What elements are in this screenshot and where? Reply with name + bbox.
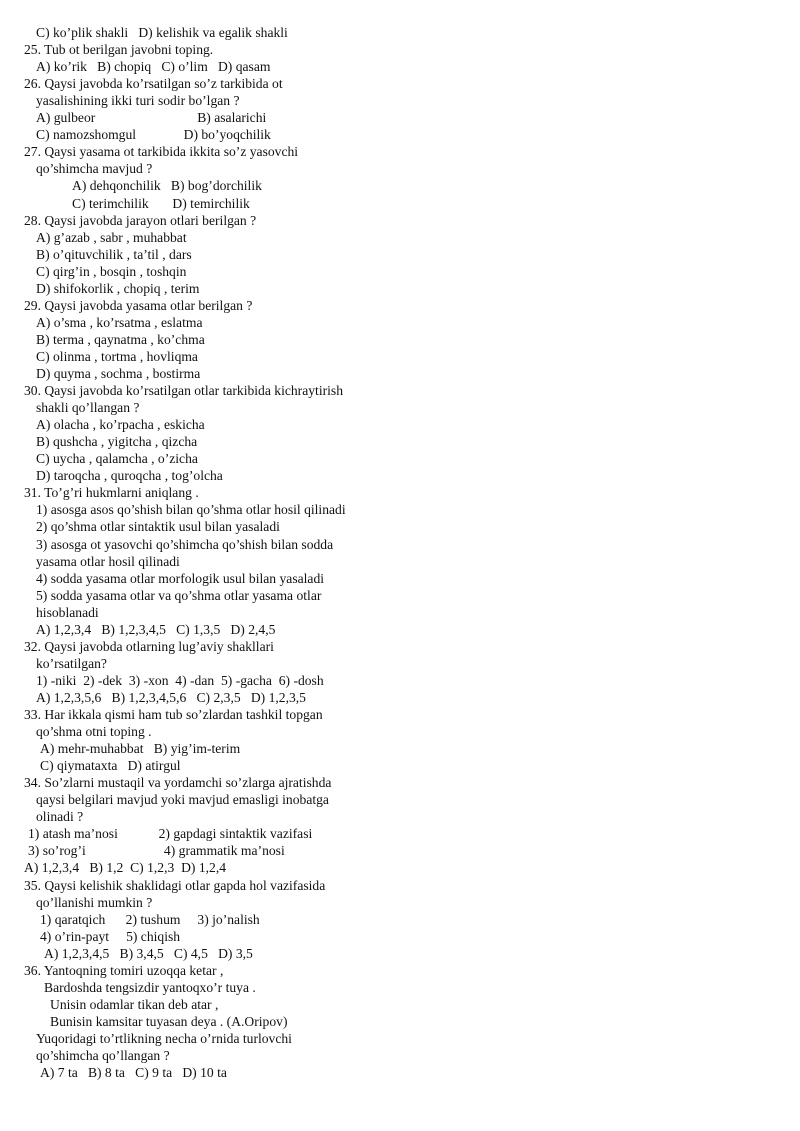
text-line: C) qiymataxta D) atirgul bbox=[40, 758, 181, 774]
text-line: A) olacha , ko’rpacha , eskicha bbox=[36, 417, 205, 433]
text-line: qo’llanishi mumkin ? bbox=[36, 894, 153, 910]
text-line: Unisin odamlar tikan deb atar , bbox=[50, 996, 219, 1012]
text-line: D) shifokorlik , chopiq , terim bbox=[36, 280, 200, 296]
text-line: 3) asosga ot yasovchi qo’shimcha qo’shish bilan sodda bbox=[36, 536, 334, 552]
text-line: A) 1,2,3,4,5 B) 3,4,5 C) 4,5 D) 3,5 bbox=[44, 945, 253, 961]
text-line: 35. Qaysi kelishik shaklidagi otlar gapda hol vazifasida bbox=[24, 877, 326, 893]
text-line: A) gulbeor B) asalarichi bbox=[36, 110, 267, 126]
text-line: C) ko’plik shakli D) kelishik va egalik shakli bbox=[36, 25, 288, 40]
text-line: A) dehqonchilik B) bog’dorchilik bbox=[72, 178, 262, 194]
text-line: 28. Qaysi javobda jarayon otlari berilgan ? bbox=[24, 212, 257, 228]
text-line: D) quyma , sochma , bostirma bbox=[36, 366, 201, 381]
text-line: 1) asosga asos qo’shish bilan qo’shma otlar hosil qilinadi bbox=[36, 502, 346, 518]
text-line: B) qushcha , yigitcha , qizcha bbox=[36, 434, 198, 450]
text-line: C) olinma , tortma , hovliqma bbox=[36, 348, 198, 364]
text-line: A) mehr-muhabbat B) yig’im-terim bbox=[40, 741, 241, 757]
text-line: 31. To’g’ri hukmlarni aniqlang . bbox=[24, 485, 199, 501]
text-line: olinadi ? bbox=[36, 809, 84, 825]
text-line: A) 1,2,3,4 B) 1,2 C) 1,2,3 D) 1,2,4 bbox=[24, 860, 227, 876]
text-line: 1) qaratqich 2) tushum 3) jo’nalish bbox=[40, 911, 260, 927]
text-line: Bardoshda tengsizdir yantoqxo’r tuya . bbox=[44, 979, 256, 995]
text-line: 4) o’rin-payt 5) chiqish bbox=[40, 928, 181, 944]
text-line: C) qirg’in , bosqin , toshqin bbox=[36, 263, 187, 279]
text-line: 5) sodda yasama otlar va qo’shma otlar yasama otlar bbox=[36, 587, 322, 603]
text-line: C) terimchilik D) temirchilik bbox=[72, 195, 250, 211]
text-line: shakli qo’llangan ? bbox=[36, 400, 140, 416]
text-line: A) 7 ta B) 8 ta C) 9 ta D) 10 ta bbox=[40, 1065, 227, 1081]
text-line: A) ko’rik B) chopiq C) o’lim D) qasam bbox=[36, 59, 271, 75]
text-line: 36. Yantoqning tomiri uzoqqa ketar , bbox=[24, 962, 224, 978]
text-line: 1) -niki 2) -dek 3) -xon 4) -dan 5) -gacha 6) -dosh bbox=[36, 672, 324, 688]
text-line: A) 1,2,3,5,6 B) 1,2,3,4,5,6 C) 2,3,5 D) 1,2,3,5 bbox=[36, 689, 306, 705]
text-line: Bunisin kamsitar tuyasan deya . (A.Oripov) bbox=[50, 1013, 288, 1029]
text-line: 2) qo’shma otlar sintaktik usul bilan yasaladi bbox=[36, 519, 280, 535]
text-line: yasama otlar hosil qilinadi bbox=[36, 553, 180, 569]
text-line: 3) so’rog’i 4) grammatik ma’nosi bbox=[28, 843, 285, 859]
text-line: qaysi belgilari mavjud yoki mavjud emasligi inobatga bbox=[36, 792, 329, 808]
text-line: C) uycha , qalamcha , o’zicha bbox=[36, 451, 198, 467]
text-line: D) taroqcha , quroqcha , tog’olcha bbox=[36, 468, 223, 484]
text-line: 30. Qaysi javobda ko’rsatilgan otlar tarkibida kichraytirish bbox=[24, 383, 343, 399]
text-line: qo’shma otni toping . bbox=[36, 724, 152, 740]
text-line: A) g’azab , sabr , muhabbat bbox=[36, 229, 187, 245]
text-line: B) o’qituvchilik , ta’til , dars bbox=[36, 246, 192, 262]
text-line: Yuqoridagi to’rtlikning necha o’rnida turlovchi bbox=[36, 1030, 292, 1046]
text-line: 33. Har ikkala qismi ham tub so’zlardan tashkil topgan bbox=[24, 707, 323, 722]
text-line: 25. Tub ot berilgan javobni toping. bbox=[24, 42, 214, 58]
text-line: qo’shimcha qo’llangan ? bbox=[36, 1048, 170, 1063]
text-line: 26. Qaysi javobda ko’rsatilgan so’z tarkibida ot bbox=[24, 76, 283, 92]
text-line: 1) atash ma’nosi 2) gapdagi sintaktik vazifasi bbox=[28, 826, 313, 842]
text-line: yasalishining ikki turi sodir bo’lgan ? bbox=[36, 93, 240, 109]
text-line: A) 1,2,3,4 B) 1,2,3,4,5 C) 1,3,5 D) 2,4,5 bbox=[36, 621, 276, 637]
text-line: 32. Qaysi javobda otlarning lug’aviy shakllari bbox=[24, 638, 274, 654]
text-line: B) terma , qaynatma , ko’chma bbox=[36, 331, 205, 347]
text-line: hisoblanadi bbox=[36, 604, 99, 620]
text-line: qo’shimcha mavjud ? bbox=[36, 161, 153, 177]
text-line: 27. Qaysi yasama ot tarkibida ikkita so’z yasovchi bbox=[24, 144, 299, 160]
text-line: C) namozshomgul D) bo’yoqchilik bbox=[36, 127, 271, 143]
text-line: A) o’sma , ko’rsatma , eslatma bbox=[36, 314, 203, 330]
text-line: 4) sodda yasama otlar morfologik usul bilan yasaladi bbox=[36, 570, 325, 586]
text-line: ko’rsatilgan? bbox=[36, 655, 107, 671]
text-line: 29. Qaysi javobda yasama otlar berilgan ? bbox=[24, 297, 253, 313]
text-line: 34. So’zlarni mustaqil va yordamchi so’zlarga ajratishda bbox=[24, 775, 332, 791]
